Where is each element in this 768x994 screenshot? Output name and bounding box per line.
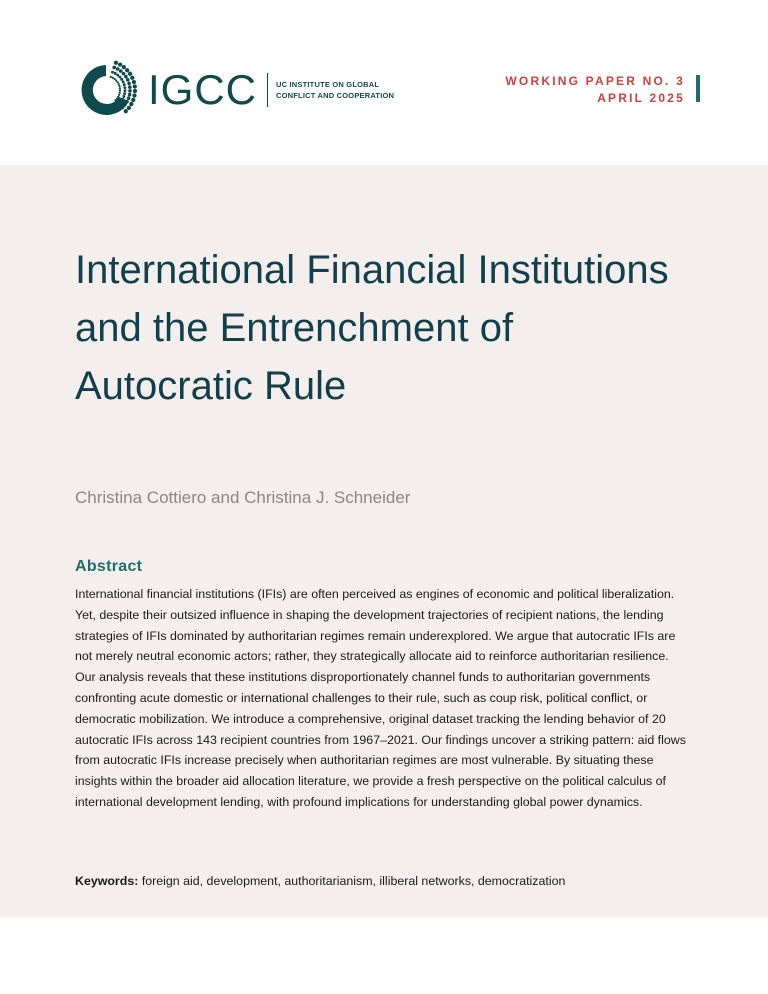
logo-ray-dot	[120, 100, 123, 103]
logo-ray-dot	[112, 66, 116, 70]
logo-ray-dot	[119, 92, 121, 94]
logo-ray-dot	[125, 100, 129, 104]
logo-ray-dot	[123, 92, 126, 95]
logo-ray-dot	[123, 86, 126, 89]
working-paper-number: WORKING PAPER NO. 3	[505, 74, 685, 88]
logo-ray-dot	[115, 79, 117, 81]
logo-ray-dot	[128, 89, 132, 93]
paper-title: International Financial Institutions and the Entrenchment of Autocratic Rule	[75, 248, 669, 408]
logo-ray-dot	[128, 85, 132, 89]
logo-ray-dot	[118, 62, 122, 66]
logo-ray-dot	[114, 72, 117, 75]
logo-tagline-line1: UC INSTITUTE ON GLOBAL	[276, 80, 380, 89]
logo-ray-dot	[118, 102, 121, 105]
logo-ray-dot	[127, 96, 131, 100]
logo-ray-dot	[112, 77, 114, 79]
logo-ray-dot	[116, 98, 118, 100]
logo-ray-dot	[122, 81, 125, 84]
keywords-list: foreign aid, development, authoritarianism, illiberal networks, democratization	[141, 874, 566, 888]
logo-ray-dot	[121, 106, 125, 110]
logo-ray-dot	[127, 82, 131, 86]
logo-ray-dot	[118, 83, 120, 85]
logo-ray-dot	[122, 65, 126, 69]
logo-ray-dot	[128, 93, 132, 97]
page-header	[0, 0, 768, 165]
logo-ray-dot	[124, 75, 128, 79]
logo-ray-dot	[130, 76, 134, 80]
logo-ray-dot	[114, 99, 116, 101]
logo-ray-dot	[133, 84, 137, 88]
logo-ray-dot	[131, 98, 135, 102]
logo-ray-dot	[119, 69, 123, 73]
logo-ray-dot	[111, 71, 114, 74]
logo-ray-dot	[118, 94, 120, 96]
logo-tagline-line2: CONFLICT AND COOPERATION	[276, 91, 395, 100]
igcc-logo-icon	[73, 57, 139, 123]
logo-ray-dot	[118, 85, 120, 87]
logo-ray-dot	[116, 67, 120, 71]
abstract-heading: Abstract	[75, 558, 143, 575]
logo-ray-dot	[132, 80, 136, 84]
logo-ray-dot	[114, 78, 116, 80]
working-paper-info	[505, 73, 685, 107]
logo-ray-dot	[119, 87, 121, 89]
keywords	[75, 874, 565, 888]
publication-date: APRIL 2025	[597, 91, 685, 105]
logo-ray-dot	[127, 106, 131, 110]
logo-tagline	[276, 79, 394, 101]
logo-ray-dot	[124, 89, 127, 92]
abstract-text: International financial institutions (IFIs) are often perceived as engines of economic and political liberalization. Yet, despite their outsized influence in shaping the development trajectories of recipient nations, the lending strategies of IFIs dominated by authoritarian regimes remain underexplored. We argue that autocratic IFIs are not merely neutral economic actors; rather, they strategically allocate aid to reinforce authoritarian resilience. Our analysis reveals that these institutions disproportionately channel funds to authoritarian governments confronting acute domestic or international challenges to their rule, such as coup risk, political conflict, or democratic mobilization. We introduce a comprehensive, original dataset tracking the lending behavior of 20 autocratic IFIs across 143 recipient countries from 1967–2021. Our findings uncover a striking pattern: aid flows from autocratic IFIs increase precisely when authoritarian regimes are most vulnerable. By situating these insights within the broader aid allocation literature, we provide a fresh perspective on the political calculus of international development lending, with profound implications for understanding global power dynamics.	[75, 587, 686, 809]
accent-bar	[696, 75, 700, 102]
logo-ray-dot	[110, 76, 112, 78]
keywords-label: Keywords:	[75, 874, 139, 888]
logo-ray-dot	[123, 103, 127, 107]
logo-wordmark: IGCC	[148, 66, 257, 113]
logo-ray-dot	[114, 61, 118, 65]
paper-authors: Christina Cottiero and Christina J. Schneider	[75, 488, 411, 507]
logo-ray-dot	[119, 89, 121, 91]
logo-ray-dot	[123, 83, 126, 86]
logo-ray-dot	[118, 76, 121, 79]
logo-ray-dot	[122, 95, 125, 98]
logo-ray-dot	[133, 89, 137, 93]
logo-ray-dot	[124, 109, 128, 113]
logo-ray-dot	[126, 78, 130, 82]
logo-ray-dot	[122, 72, 126, 76]
logo-ray-dot	[120, 78, 123, 81]
logo-ray-dot	[116, 74, 119, 77]
logo-ray-dot	[117, 81, 119, 83]
logo-ray-dot	[132, 93, 136, 97]
logo-ray-dot	[129, 102, 133, 106]
logo-ray-dot	[128, 72, 132, 76]
logo-ray-dot	[125, 68, 129, 72]
logo-ray-dot	[121, 98, 124, 101]
logo-ray-dot	[117, 96, 119, 98]
logo-divider	[267, 73, 268, 107]
